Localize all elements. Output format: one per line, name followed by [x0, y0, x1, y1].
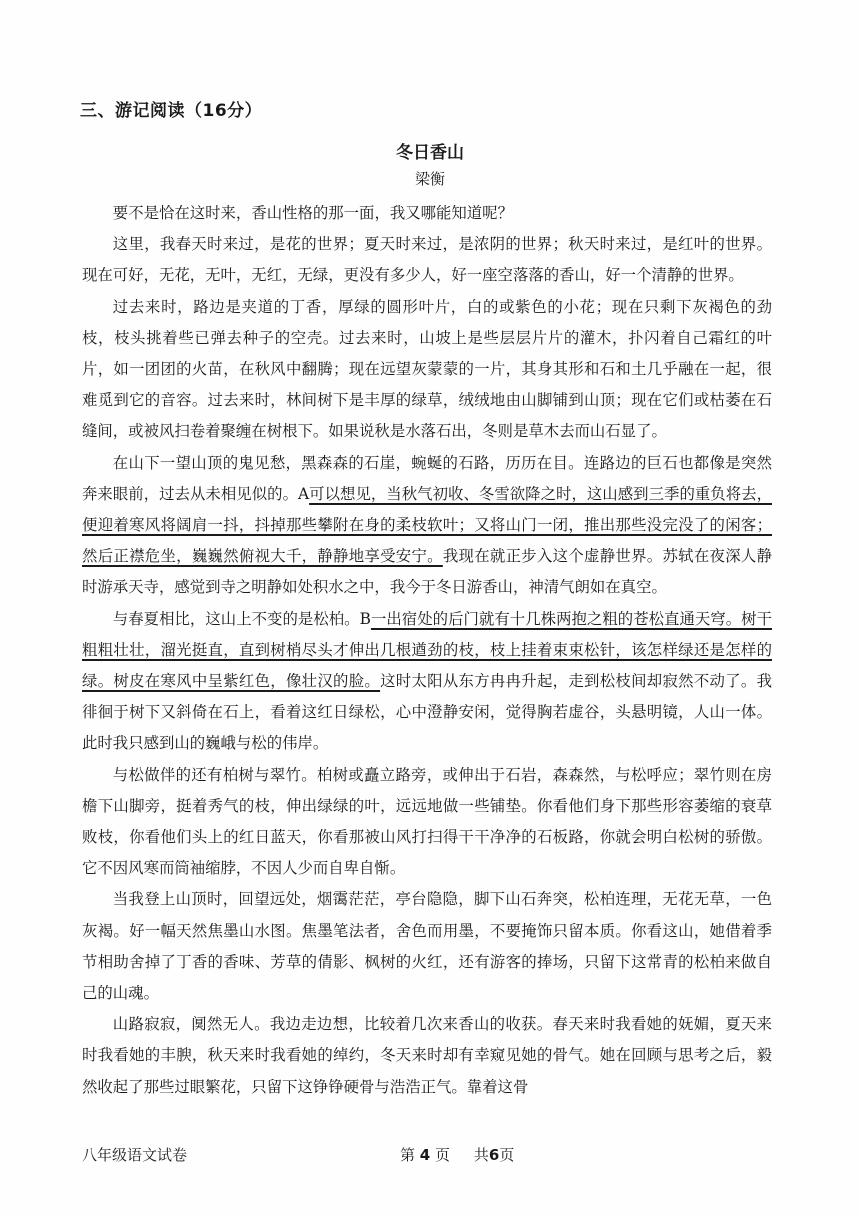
paragraph-7: 当我登上山顶时，回望远处，烟霭茫茫，亭台隐隐，脚下山石奔突，松柏连理，无花无草，一色灰褐。好一幅天然焦墨山水图。焦墨笔法者，舍色而用墨，不要掩饰只留本质。你看这山，她借着季节相助舍掉了丁香的香味、芳草的倩影、枫树的火红，还有游客的捧场，只留下这常青的松柏来做自己的山魂。: [82, 890, 772, 1003]
page-indicator: [400, 1144, 514, 1165]
article-author: 梁衡: [414, 170, 445, 188]
exam-name: 八年级语文试卷: [82, 1146, 188, 1164]
paragraph-4: [82, 448, 772, 604]
page-suffix: 页: [435, 1146, 451, 1164]
paragraph-5-tail: 这时太阳从东方冉冉升起，走到松枝间却寂然不动了。我徘徊于树下又斜倚在石上，看着这红日绿松，心中澄静安闲，觉得胸若虚谷，头悬明镜，人山一体。此时我只感到山的巍峨与松的伟岸。: [82, 672, 772, 753]
underlined-passage-b: 一出宿处的后门就有十几株两抱之粗的苍松直通天穹。树干粗粗壮壮，溜光挺直，直到树梢尽头才伸出几根遒劲的枝，枝上挂着束束松针，该怎样绿还是怎样的绿。树皮在寒风中呈紫红色，像壮汉的脸。: [82, 609, 772, 691]
paragraph-1: 要不是恰在这时来，香山性格的那一面，我又哪能知道呢？: [112, 204, 513, 222]
total-suffix: 页: [499, 1146, 515, 1164]
article-body: [82, 198, 772, 1103]
page-footer: [0, 1144, 860, 1168]
page-number: 4: [419, 1146, 431, 1164]
paragraph-5-lead: 与春夏相比，这山上不变的是松柏。B: [112, 609, 371, 628]
underlined-passage-a: 可以想见，当秋气初收、冬雪欲降之时，这山感到三季的重负将去，便迎着寒风将阔肩一抖，抖掉那些攀附在身的柔枝软叶；又将山门一闭，推出那些没完没了的闲客；然后正襟危坐，巍巍然俯视大千，静静地享受安宁。: [82, 484, 772, 566]
total-prefix: 共: [473, 1146, 489, 1164]
paragraph-4-lead: 在山下一望山顶的鬼见愁，黑森森的石崖，蜿蜒的石路，历历在目。连路边的巨石也都像是突然奔来眼前，过去从未相见似的。A: [82, 453, 772, 503]
paragraph-2: 这里，我春天时来过，是花的世界；夏天时来过，是浓阴的世界；秋天时来过，是红叶的世界。现在可好，无花，无叶，无红，无绿，更没有多少人，好一座空落落的香山，好一个清静的世界。: [82, 235, 772, 285]
paragraph-3: 过去来时，路边是夹道的丁香，厚绿的圆形叶片，白的或紫色的小花；现在只剩下灰褐色的劲枝，枝头挑着些已弹去种子的空壳。过去来时，山坡上是些层层片片的灌木，扑闪着自己霜红的叶片，如一团团的火苗，在秋风中翻腾；现在远望灰蒙蒙的一片，其身其形和石和土几乎融在一起，很难觅到它的音容。过去来时，林间树下是丰厚的绿草，绒绒地由山脚铺到山顶；现在它们或枯萎在石缝间，或被风扫卷着聚缠在树根下。如果说秋是水落石出，冬则是草木去而山石显了。: [82, 297, 772, 441]
paragraph-6: 与松做伴的还有柏树与翠竹。柏树或矗立路旁，或伸出于石岩，森森然，与松呼应；翠竹则在房檐下山脚旁，挺着秀气的枝，伸出绿绿的叶，远远地做一些铺垫。你看他们身下那些形容萎缩的衰草败枝，你看他们头上的红日蓝天，你看那被山风打扫得干干净净的石板路，你就会明白松树的骄傲。它不因风寒而筒袖缩脖，不因人少而自卑自惭。: [82, 765, 772, 878]
paragraph-8: 山路寂寂，阒然无人。我边走边想，比较着几次来香山的收获。春天来时我看她的妩媚，夏天来时我看她的丰腴，秋天来时我看她的绰约，冬天来时却有幸窥见她的骨气。她在回顾与思考之后，毅然收起了那些过眼繁花，只留下这铮铮硬骨与浩浩正气。靠着这骨: [82, 1015, 772, 1096]
section-title: 三、游记阅读（16分）: [80, 101, 263, 121]
paragraph-4-tail: 我现在就正步入这个虚静世界。苏轼在夜深人静时游承天寺，感觉到寺之明静如处积水之中，我今于冬日游香山，神清气朗如在真空。: [82, 547, 772, 597]
article-title: 冬日香山: [396, 143, 464, 163]
page-prefix: 第: [400, 1146, 416, 1164]
total-pages: 6: [488, 1146, 500, 1164]
paragraph-5: [82, 604, 772, 760]
